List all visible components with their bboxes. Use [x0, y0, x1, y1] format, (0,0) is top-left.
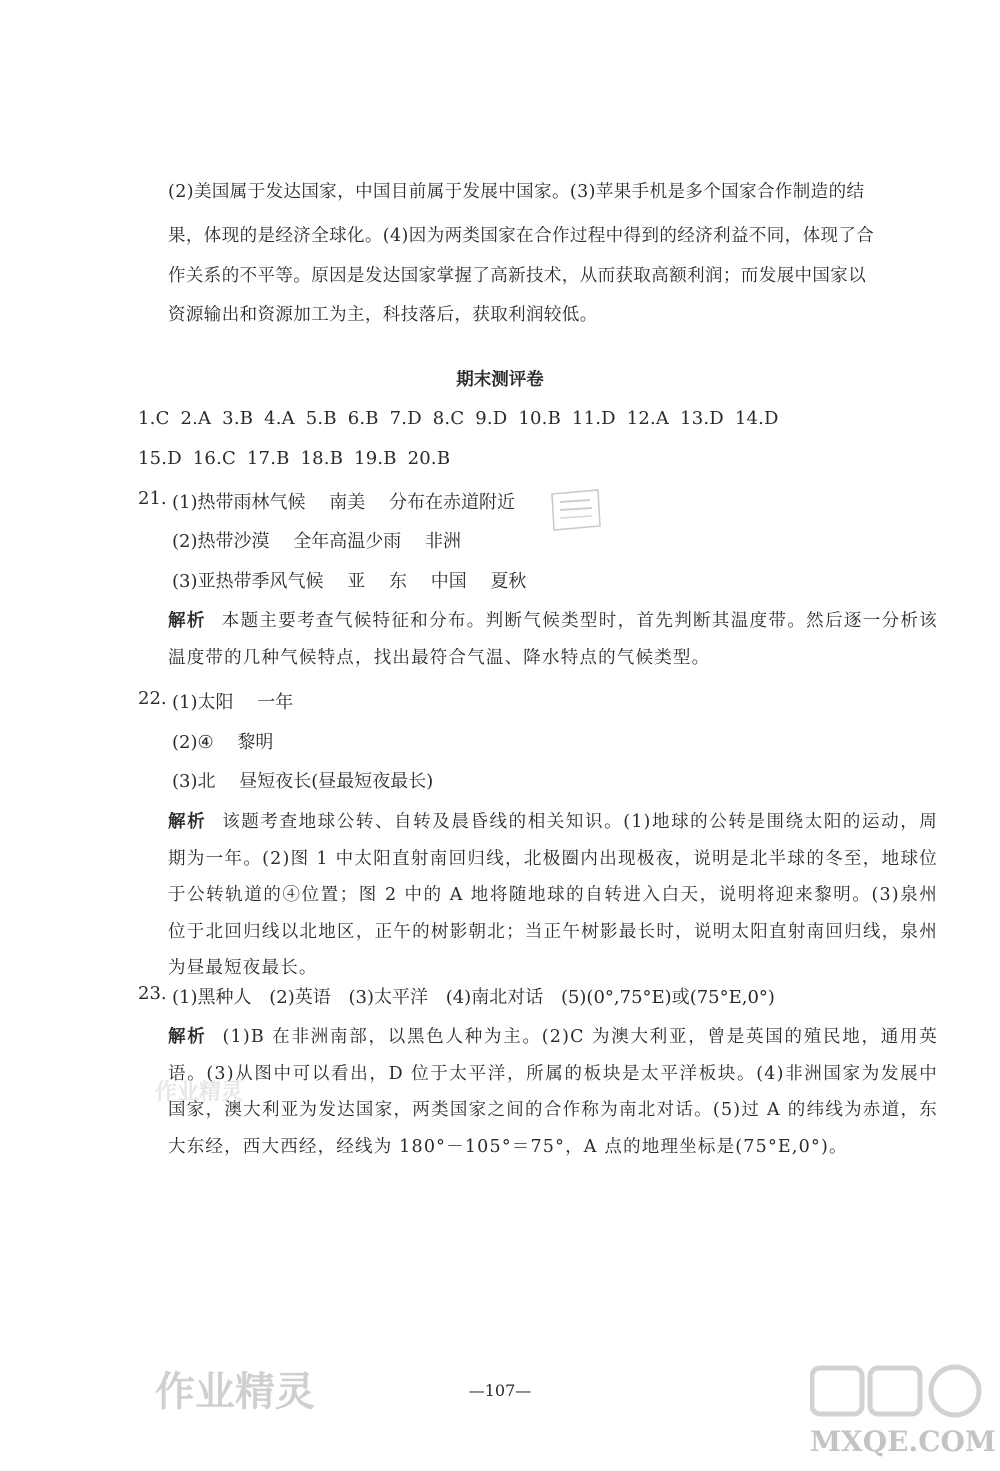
- q22-a1-item-1: (1)太阳: [172, 692, 234, 713]
- q22-analysis: [168, 804, 938, 987]
- q21-a1-item-1: (1)热带雨林气候: [172, 492, 306, 513]
- q22-answer-2: [172, 728, 273, 754]
- q21-answer-1: [172, 488, 515, 514]
- q23-number: 23.: [138, 983, 167, 1004]
- q23-a1-item-5: (5)(0°,75°E)或(75°E,0°): [560, 987, 775, 1008]
- stamp-graphic: [548, 488, 604, 532]
- q22-a3-item-2: 昼短夜长(昼最短夜最长): [239, 771, 434, 792]
- q21-a1-item-2: 南美: [329, 492, 366, 513]
- q21-a3-item-1: (3)亚热带季风气候: [172, 571, 324, 592]
- q23-a1-item-4: (4)南北对话: [445, 987, 544, 1008]
- q23-a1-item-2: (2)英语: [269, 987, 331, 1008]
- q21-analysis-text: 本题主要考查气候特征和分布。判断气候类型时，首先判断其温度带。然后逐一分析该温度带的几种气候特点，找出最符合气温、降水特点的气候类型。: [168, 611, 938, 668]
- mcq-answers-row-1: 1.C 2.A 3.B 4.A 5.B 6.B 7.D 8.C 9.D 10.B 11.D 12.A 13.D 14.D: [138, 408, 779, 429]
- q22-a3-item-1: (3)北: [172, 771, 216, 792]
- q22-a2-item-1: (2)④: [172, 732, 214, 753]
- q22-answer-1: [172, 688, 293, 714]
- mcq-answers-row-2: 15.D 16.C 17.B 18.B 19.B 20.B: [138, 448, 451, 469]
- q21-answer-2: [172, 527, 461, 553]
- q21-a3-item-2: 亚: [347, 571, 366, 592]
- q23-analysis: [168, 1019, 938, 1165]
- section-title: 期末测评卷: [456, 370, 544, 390]
- intro-line-4: 资源输出和资源加工为主，科技落后，获取利润较低。: [168, 305, 598, 325]
- q21-analysis: [168, 603, 938, 676]
- watermark-mid: 作业精灵: [155, 1079, 244, 1105]
- q22-a2-item-2: 黎明: [237, 732, 274, 753]
- q21-a2-item-2: 全年高温少雨: [293, 531, 402, 552]
- q21-answer-3: [172, 567, 526, 593]
- q21-a2-item-1: (2)热带沙漠: [172, 531, 270, 552]
- q23-a1-item-1: (1)黑种人: [172, 987, 252, 1008]
- q23-analysis-text: (1)B 在非洲南部，以黑色人种为主。(2)C 为澳大利亚，曾是英国的殖民地，通用英语。(3)从图中可以看出，D 位于太平洋，所属的板块是太平洋板块。(4)非洲国家为发展中国家，澳大利亚为发达国家，两类国家之间的合作称为南北对话。(5)过 A 的纬线为赤道，东大东经，西大西经，经线为 180°－105°＝75°，A 点的地理坐标是(75°E,0°)。: [168, 1027, 938, 1157]
- q21-a3-item-5: 夏秋: [490, 571, 527, 592]
- q22-number: 22.: [138, 688, 167, 709]
- watermark-left: 作业精灵: [155, 1368, 315, 1415]
- page-number: —107—: [468, 1381, 532, 1400]
- q23-answer-1: [172, 983, 775, 1009]
- q21-analysis-label: 解析: [168, 611, 206, 631]
- q23-a1-item-3: (3)太平洋: [348, 987, 428, 1008]
- intro-line-2: 果，体现的是经济全球化。(4)因为两类国家在合作过程中得到的经济利益不同，体现了合: [168, 226, 875, 246]
- watermark-right: MXQE.COM: [810, 1425, 996, 1458]
- q22-analysis-label: 解析: [168, 812, 207, 832]
- q22-a1-item-2: 一年: [257, 692, 294, 713]
- q21-a3-item-3: 东: [388, 571, 407, 592]
- q21-a2-item-3: 非洲: [424, 531, 461, 552]
- q22-analysis-text: 该题考查地球公转、自转及晨昏线的相关知识。(1)地球的公转是围绕太阳的运动，周期为一年。(2)图 1 中太阳直射南回归线，北极圈内出现极夜，说明是北半球的冬至，地球位于公转轨道的④位置；图 2 中的 A 地将随地球的自转进入白天，说明将迎来黎明。(3)泉州位于北回归线以北地区，正午的树影朝北；当正午树影最长时，说明太阳直射南回归线，泉州为昼最短夜最长。: [168, 812, 938, 978]
- intro-line-1: (2)美国属于发达国家，中国目前属于发展中国家。(3)苹果手机是多个国家合作制造的结: [168, 182, 865, 202]
- q21-a3-item-4: 中国: [430, 571, 467, 592]
- q21-a1-item-3: 分布在赤道附近: [388, 492, 515, 513]
- q23-analysis-label: 解析: [168, 1027, 207, 1047]
- q22-answer-3: [172, 767, 433, 793]
- intro-line-3: 作关系的不平等。原因是发达国家掌握了高新技术，从而获取高额利润；而发展中国家以: [168, 266, 867, 286]
- q21-number: 21.: [138, 488, 167, 509]
